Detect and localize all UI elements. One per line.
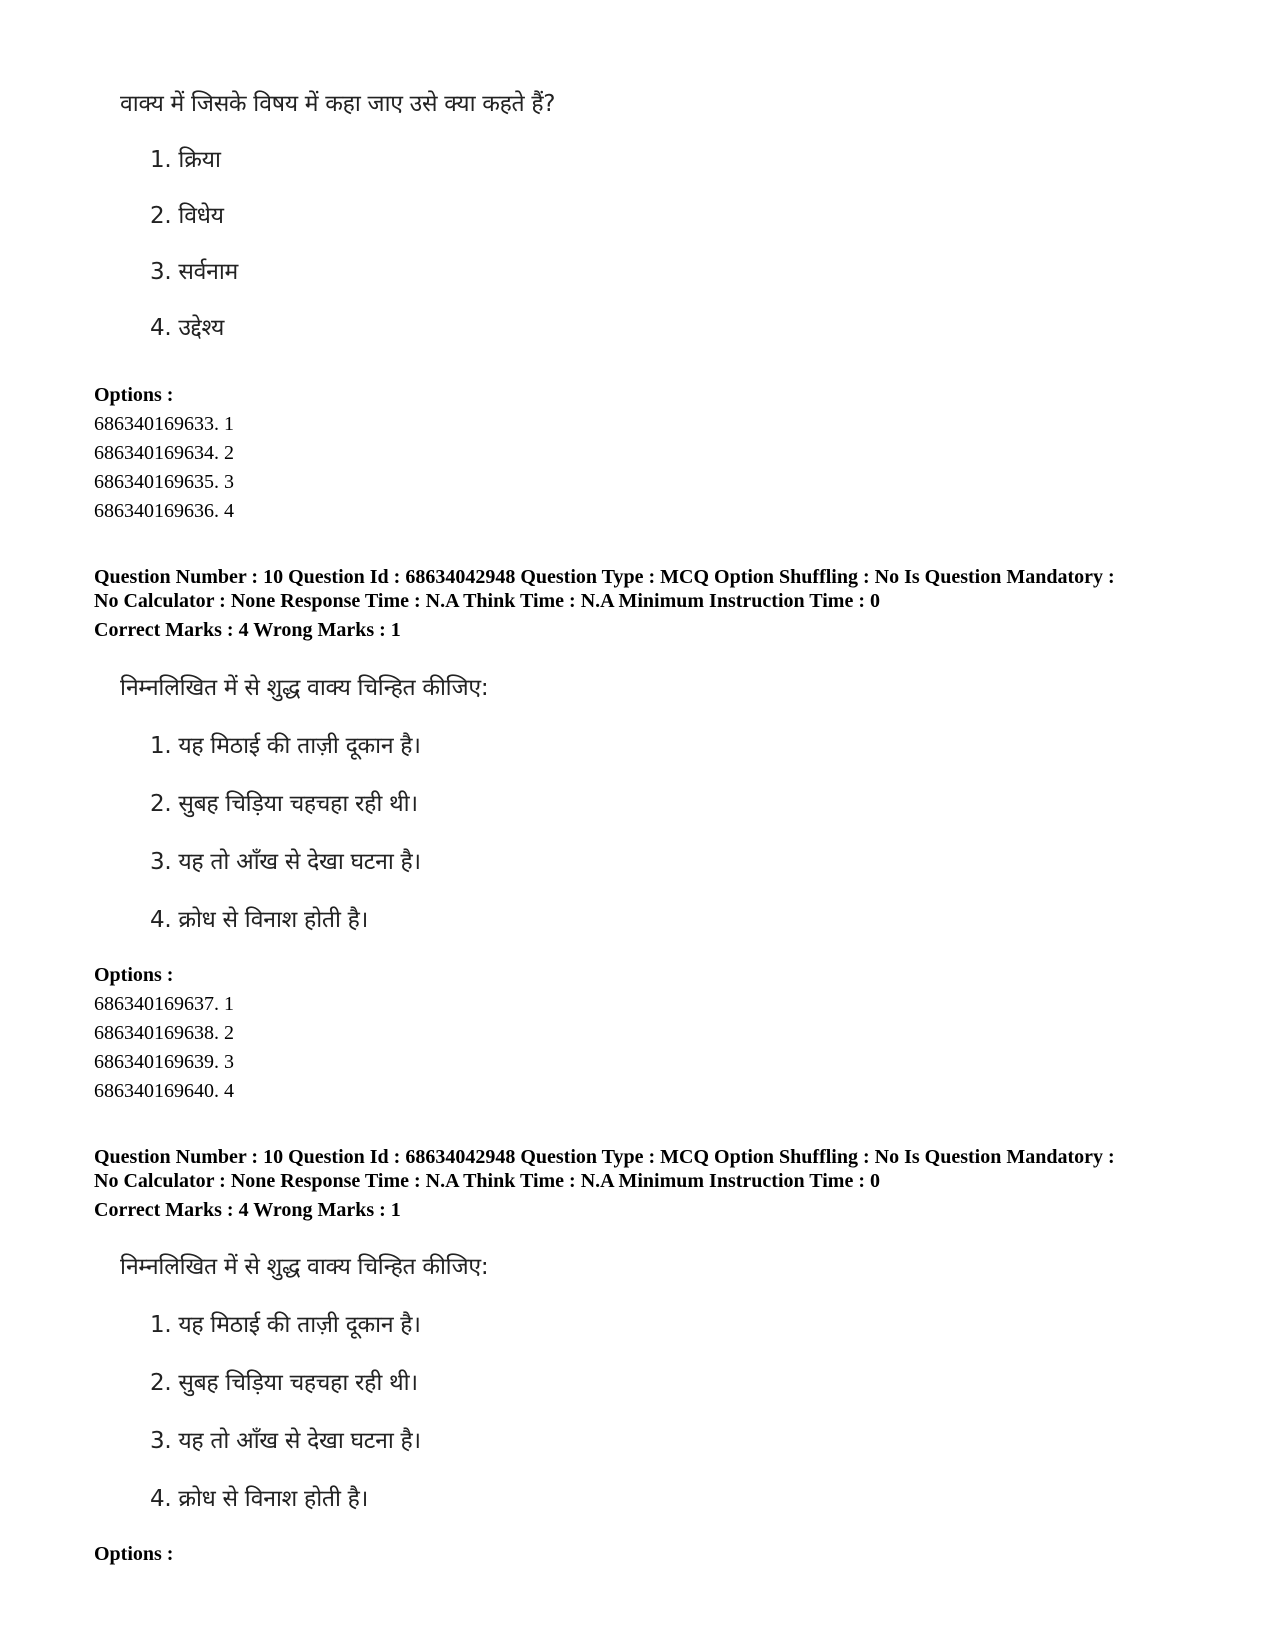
- question-choice: 1. क्रिया: [150, 147, 221, 173]
- question-choice: 4. उद्देश्य: [150, 315, 225, 341]
- question-choice: 1. यह मिठाई की ताज़ी दूकान है।: [150, 1312, 421, 1338]
- options-label: Options :: [94, 964, 174, 986]
- question-meta: Question Number : 10 Question Id : 68634042948 Question Type : MCQ Option Shuffling : No Is Question Mandatory :: [94, 566, 1115, 588]
- option-line: 686340169635. 3: [94, 471, 234, 493]
- option-line: 686340169638. 2: [94, 1022, 234, 1044]
- question-choice: 3. यह तो आँख से देखा घटना है।: [150, 849, 421, 875]
- question-meta: Question Number : 10 Question Id : 68634042948 Question Type : MCQ Option Shuffling : No Is Question Mandatory :: [94, 1146, 1115, 1168]
- option-line: 686340169633. 1: [94, 413, 234, 435]
- option-line: 686340169634. 2: [94, 442, 234, 464]
- question-choice: 4. क्रोध से विनाश होती है।: [150, 907, 368, 933]
- question-marks: Correct Marks : 4 Wrong Marks : 1: [94, 619, 401, 641]
- option-line: 686340169637. 1: [94, 993, 234, 1015]
- question-choice: 2. विधेय: [150, 203, 224, 229]
- question-marks: Correct Marks : 4 Wrong Marks : 1: [94, 1199, 401, 1221]
- question-choice: 3. यह तो आँख से देखा घटना है।: [150, 1428, 421, 1454]
- options-label: Options :: [94, 1543, 174, 1565]
- option-line: 686340169640. 4: [94, 1080, 234, 1102]
- question-meta: No Calculator : None Response Time : N.A Think Time : N.A Minimum Instruction Time : 0: [94, 590, 880, 612]
- question-choice: 1. यह मिठाई की ताज़ी दूकान है।: [150, 733, 421, 759]
- question-text: निम्नलिखित में से शुद्ध वाक्य चिन्हित कीजिए:: [120, 675, 489, 701]
- options-label: Options :: [94, 384, 174, 406]
- question-choice: 3. सर्वनाम: [150, 259, 238, 285]
- question-choice: 2. सुबह चिड़िया चहचहा रही थी।: [150, 791, 418, 817]
- question-text: वाक्य में जिसके विषय में कहा जाए उसे क्या कहते हैं?: [120, 91, 556, 117]
- question-meta: No Calculator : None Response Time : N.A Think Time : N.A Minimum Instruction Time : 0: [94, 1170, 880, 1192]
- option-line: 686340169636. 4: [94, 500, 234, 522]
- option-line: 686340169639. 3: [94, 1051, 234, 1073]
- question-choice: 2. सुबह चिड़िया चहचहा रही थी।: [150, 1370, 418, 1396]
- question-choice: 4. क्रोध से विनाश होती है।: [150, 1486, 368, 1512]
- question-text: निम्नलिखित में से शुद्ध वाक्य चिन्हित कीजिए:: [120, 1254, 489, 1280]
